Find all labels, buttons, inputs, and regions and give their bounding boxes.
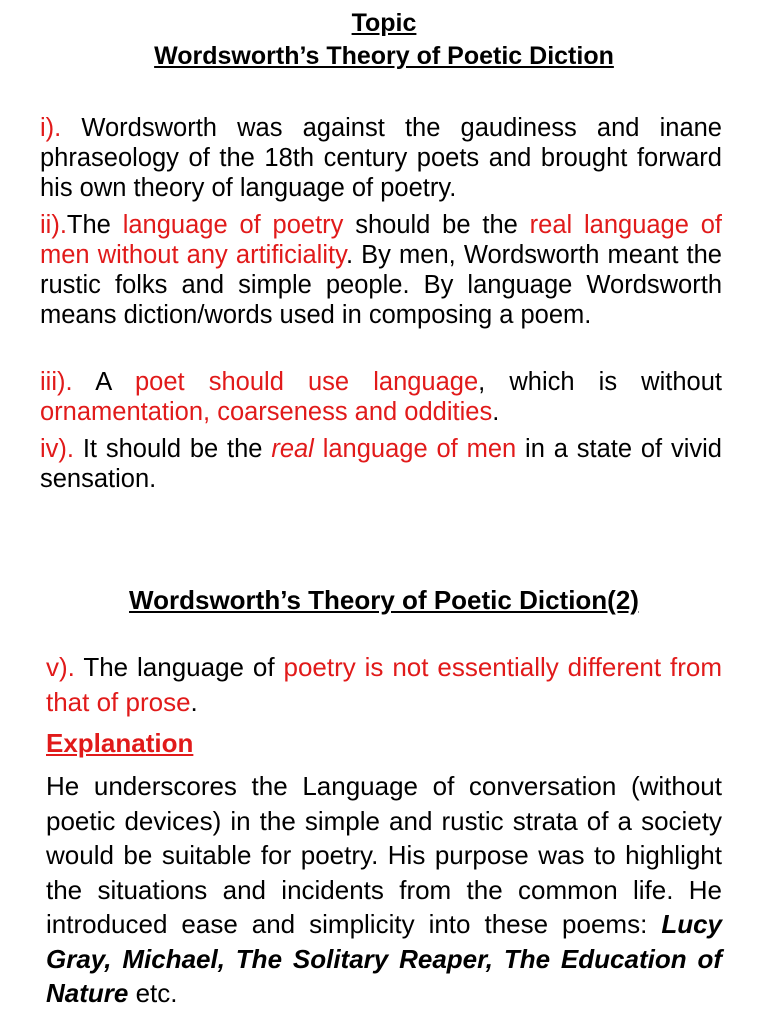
trailing-text: etc. — [128, 978, 178, 1008]
explanation-paragraph — [46, 769, 722, 1011]
point-i — [40, 113, 722, 203]
point-text: . By men, Wordsworth meant the rustic folks and simple people. By language Wordsworth means diction/words used in composing a poem. — [40, 241, 722, 329]
point-number: ii). — [40, 211, 67, 239]
highlight-text: ornamentation, coarseness and oddities — [40, 398, 493, 426]
point-text: A — [95, 368, 135, 396]
point-text: in a state of vivid sensation. — [40, 435, 722, 493]
point-iv — [40, 434, 722, 494]
point-v — [46, 650, 722, 719]
slide-2-title: Wordsworth’s Theory of Poetic Diction(2) — [129, 585, 639, 615]
point-text: The language of — [83, 652, 284, 682]
point-text: The — [66, 211, 123, 239]
highlight-text: real language of men without any artificiality — [40, 211, 723, 269]
point-number: iii). — [40, 368, 73, 396]
highlight-italic-text: real — [271, 435, 314, 463]
point-number: v). — [46, 652, 75, 682]
point-iii — [40, 367, 722, 427]
slide-2 — [0, 560, 768, 1024]
highlight-text: language of men — [313, 435, 517, 463]
point-text: should be the — [343, 211, 530, 239]
point-ii — [40, 210, 722, 330]
point-text: . — [190, 686, 198, 717]
point-text: , which is without — [478, 368, 722, 396]
highlight-text: language of poetry — [122, 211, 344, 239]
explanation-text: He underscores the Language of conversation (without poetic devices) in the simple and rustic strata of a society would be suitable for poetry. His purpose was to highlight the situations and incidents from the common life. He introduced ease and simplicity into these poems: — [46, 771, 722, 939]
highlight-text: poetry is not essentially different from that of prose — [46, 652, 723, 717]
explanation-heading: Explanation — [46, 728, 194, 758]
topic-label: Topic — [351, 9, 417, 37]
point-text: Wordsworth was against the gaudiness and inane phraseology of the 18th century poets and brought forward his own theory of language of poetry. — [40, 114, 722, 202]
highlight-text: poet should use language — [135, 368, 479, 396]
point-text: It should be the — [82, 435, 272, 463]
slide-1-title: Wordsworth’s Theory of Poetic Diction — [154, 42, 614, 70]
point-number: iv). — [40, 435, 74, 463]
poem-titles: Lucy Gray, Michael, The Solitary Reaper, The Education of Nature — [46, 909, 722, 1008]
point-number: i). — [40, 114, 62, 142]
point-text: . — [492, 398, 500, 426]
